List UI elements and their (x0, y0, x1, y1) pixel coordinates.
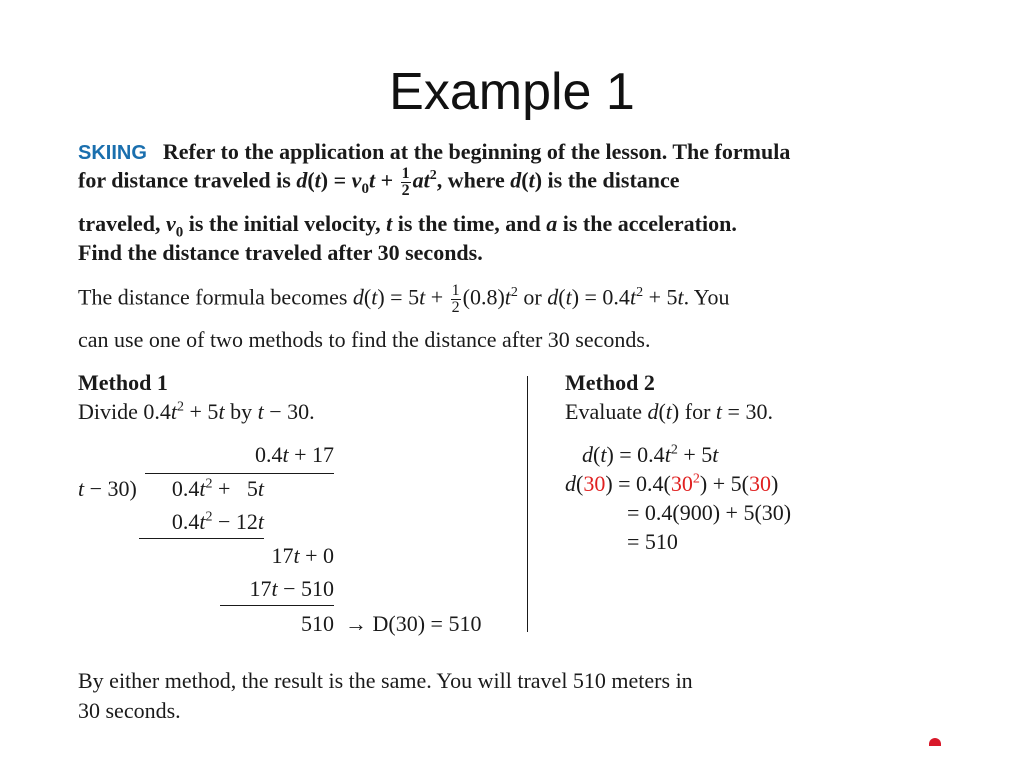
division-result: → D(30) = 510 (345, 611, 482, 636)
slide-title: Example 1 (389, 63, 635, 121)
method-1-heading: Method 1 (78, 370, 168, 395)
method-2-line-2: $d(30) = 0.4(30^2) + 5(30)$ (565, 471, 779, 496)
method-divider (527, 376, 528, 632)
explanation-line-1: The distance formula becomes d(t) = 5t + $\frac{1}{2}$ $(0.8)t^2$ or $d(t) = 0.4t^2 + 5t$. You (78, 282, 730, 316)
problem-line-1: SKIING Refer to the application at the beginning of the lesson. The formula (78, 139, 791, 164)
dividend-row: $0.4t^2 + 5t$ (171, 476, 264, 501)
one-half-fraction: $\frac{1}{2}$ (401, 165, 410, 199)
problem-line-2: for distance traveled is $d(t) = v_0t$ + $\frac{1}{2}$ $at^2$, where d(t) is the distance (78, 165, 680, 199)
conclusion-line-1: By either method, the result is the same. You will travel 510 meters in (78, 668, 693, 693)
division-row-3: $0.4t^2 - 12t$ (171, 509, 264, 534)
subtraction-line-2 (220, 605, 334, 606)
skiing-tag: SKIING (78, 142, 147, 164)
conclusion-line-2: 30 seconds. (78, 698, 181, 723)
explanation-line-2: can use one of two methods to find the distance after 30 seconds. (78, 327, 651, 352)
method-2-line-1: $d(t) = 0.4t^2 + 5t$ (582, 442, 719, 467)
remainder: 510 (301, 611, 334, 636)
division-row-5: 17t − 510 (249, 576, 334, 601)
method-2-line-3: = 0.4(900) + 5(30) (627, 500, 792, 525)
division-bar (145, 473, 334, 474)
method-2-line-4: = 510 (627, 529, 678, 554)
method-2-heading: Method 2 (565, 370, 655, 395)
division-row-4: 17t + 0 (271, 543, 334, 568)
divisor: t − 30) (78, 476, 137, 501)
problem-line-4: Find the distance traveled after 30 seconds. (78, 240, 483, 265)
problem-line-3: traveled, $v_0$ is the initial velocity, t is the time, and a is the acceleration. (78, 211, 737, 241)
one-half-fraction-2: $\frac{1}{2}$ (451, 282, 460, 316)
quotient-row: 0.4t + 17 (254, 442, 334, 467)
method-1-instruction: Divide $0.4t^2 + 5t$ by t − 30. (78, 399, 315, 424)
method-2-instruction: Evaluate d(t) for t = 30. (565, 399, 773, 424)
subtraction-line-1 (139, 538, 264, 539)
corner-marker-icon (929, 738, 941, 746)
